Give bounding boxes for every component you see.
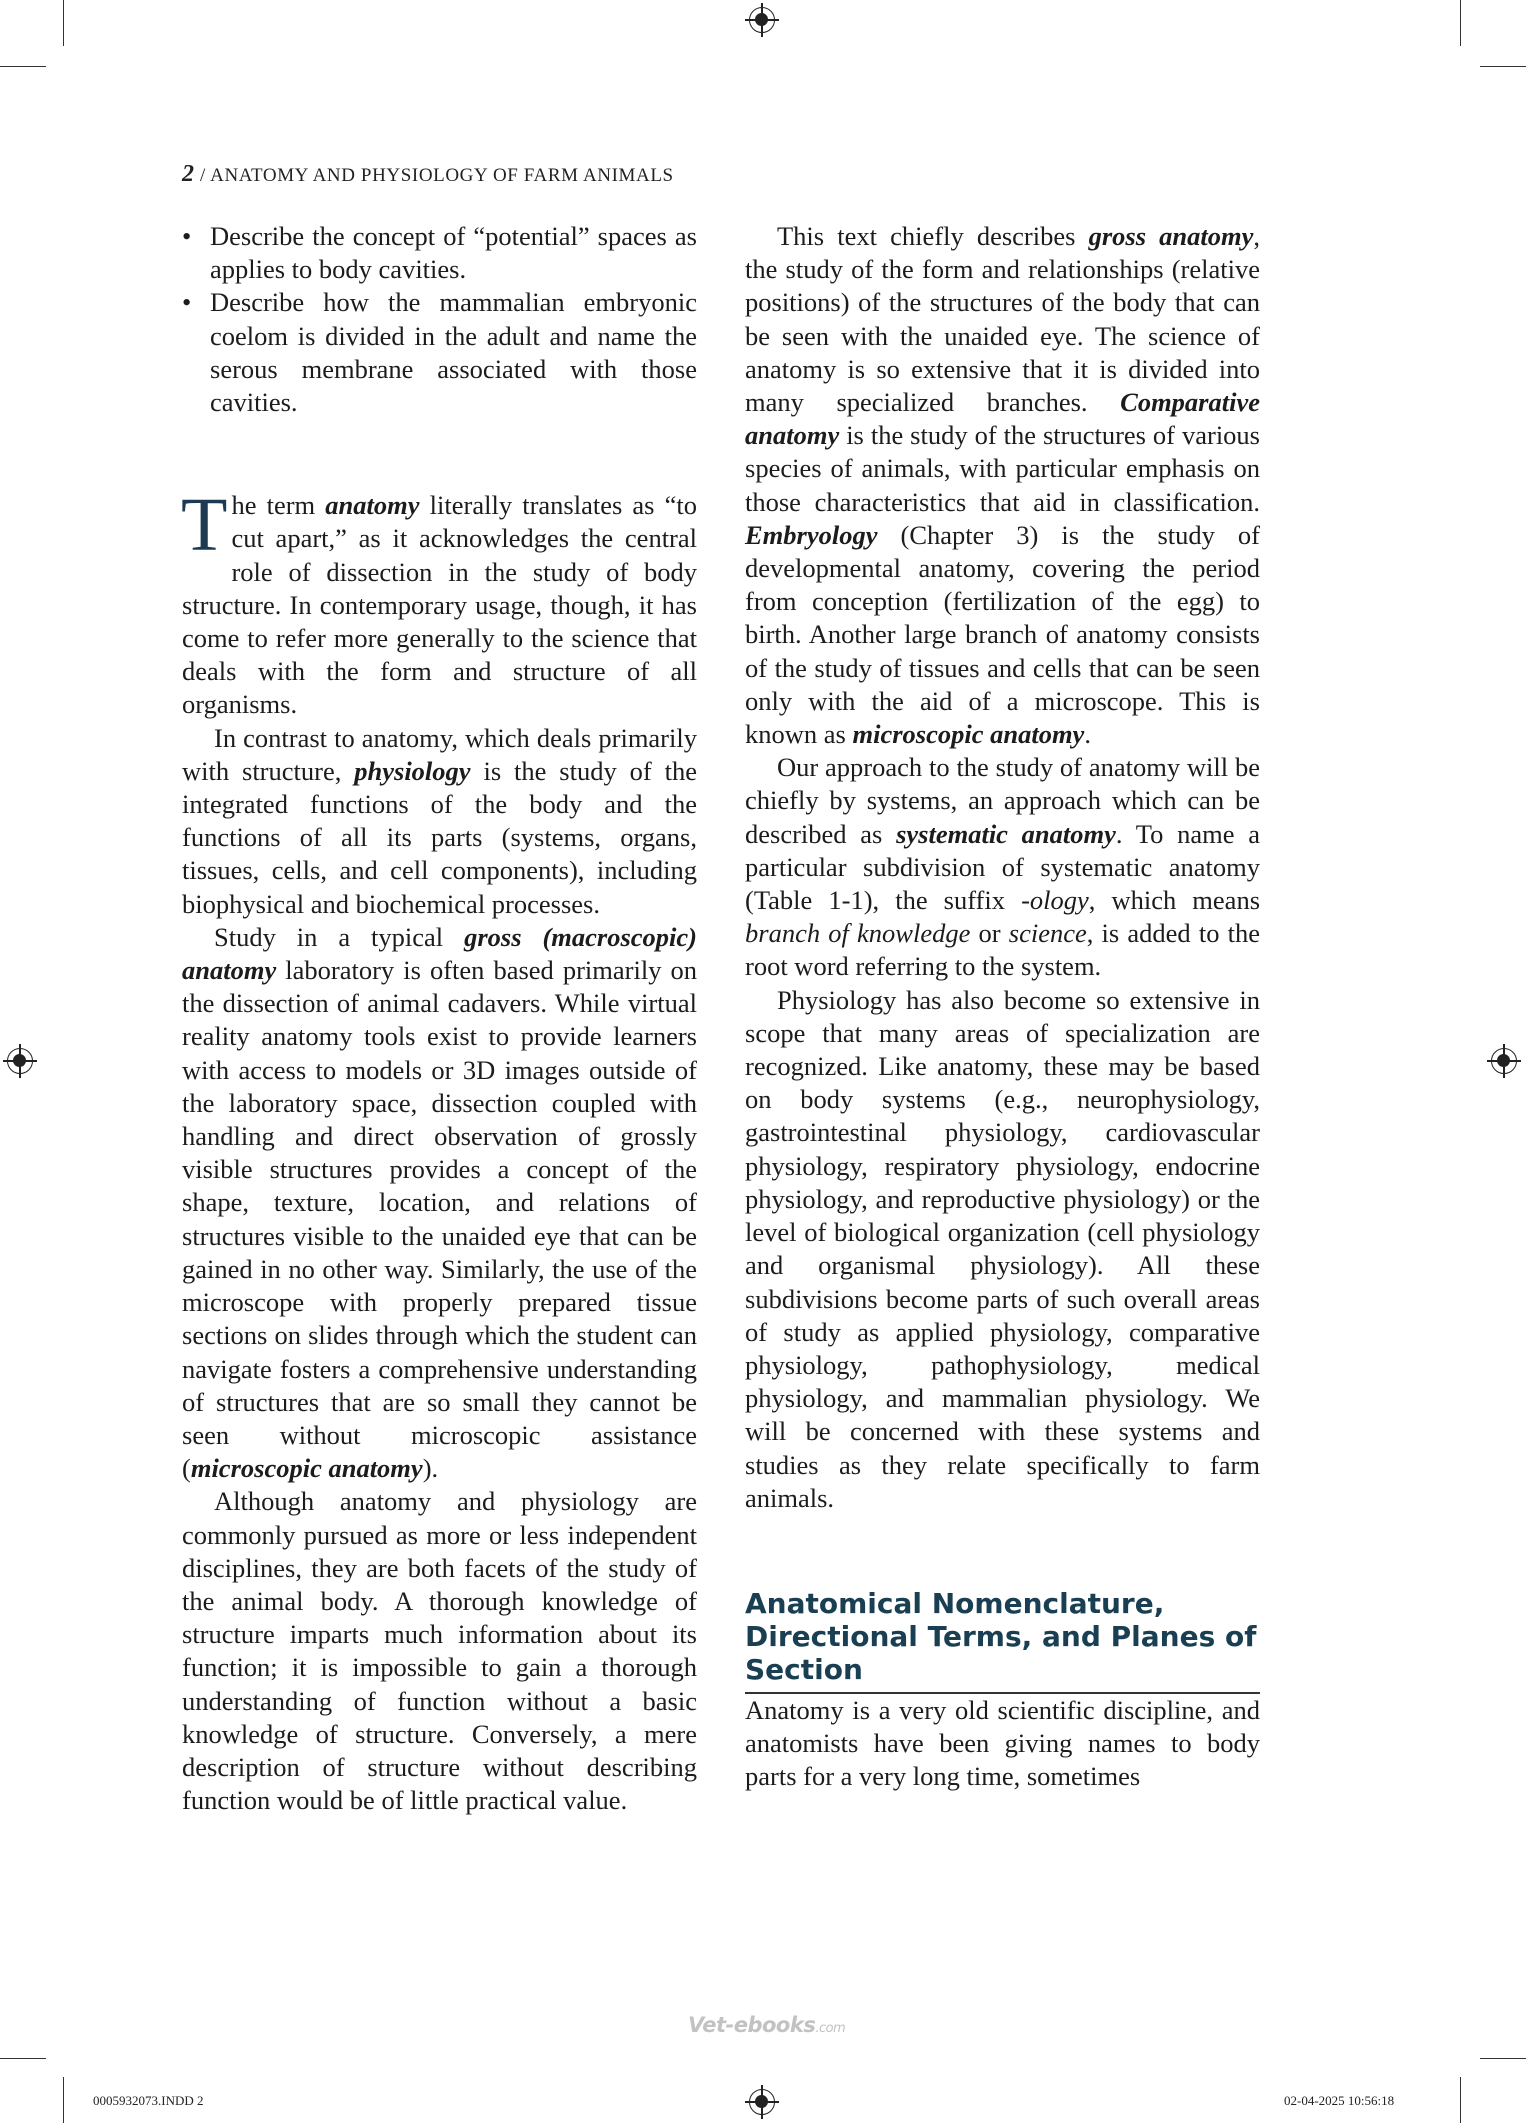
key-term: gross anatomy: [1088, 221, 1254, 251]
registration-mark-icon: [749, 2089, 775, 2115]
page-number: 2: [182, 161, 195, 187]
crop-mark: [63, 0, 64, 46]
italic-term: branch of knowledge: [745, 918, 971, 949]
crop-mark: [1460, 2077, 1461, 2123]
text-run: In contrast to anatomy, which deals primarily with structure,: [182, 722, 697, 786]
paragraph: Physiology has also become so extensive in scope that many areas of specialization are recognized. Like anatomy, these may be based on body systems (e.g., neurophysiology, gastrointestinal physiology, cardiovascular physiology, respiratory physiology, endocrine physiology, and reproductive physiology) or the level of biological organization (cell physiology and organismal physiology). All these subdivisions become parts of such overall areas of study as applied physiology, comparative physiology, pathophysiology, medical physiology, and mammalian physiology. We will be concerned with these systems and studies as they relate specifically to farm animals.: [745, 984, 1260, 1513]
watermark-suffix: .com: [815, 2021, 846, 2036]
text-run: , which means: [1088, 885, 1261, 916]
text-run: Study in a typical: [214, 921, 465, 952]
text-run: (Chapter 3) is the study of developmental anatomy, covering the period from conception (fertilization of the egg) to birth. Another large branch of anatomy consists of the study of tissues and cells that can be seen only with the aid of a microscope. This is known as: [745, 519, 1260, 750]
watermark-logo: [688, 2013, 845, 2037]
paragraph: [181, 483, 698, 721]
text-run: he term: [231, 490, 326, 521]
paragraph: [745, 751, 1260, 983]
text-run: or: [970, 918, 1009, 949]
crop-mark: [1480, 66, 1526, 67]
registration-mark-icon: [7, 1048, 33, 1074]
crop-mark: [1480, 2058, 1526, 2059]
key-term: Comparative anatomy: [745, 387, 1260, 451]
crop-mark: [0, 66, 46, 67]
objective-item: • Describe how the mammalian embryonic coelom is divided in the adult and name the serous membrane associated with those cavities.: [182, 286, 697, 419]
key-term: physiology: [354, 755, 471, 786]
crop-mark: [63, 2077, 64, 2123]
left-column: [182, 220, 697, 1817]
key-term: anatomy: [182, 955, 277, 986]
slug-timestamp: 02-04-2025 10:56:18: [1284, 2093, 1395, 2108]
paragraph: [745, 220, 1260, 751]
text-run: is the study of the structures of various species of animals, with particular emphasis on those characteristics that aid in classification.: [745, 420, 1260, 517]
objective-item: • Describe the concept of “potential” spaces as applies to body cavities.: [182, 220, 697, 286]
crop-mark: [1460, 0, 1461, 46]
running-title: / ANATOMY AND PHYSIOLOGY OF FARM ANIMALS: [199, 165, 674, 186]
text-run: Our approach to the study of anatomy will be chiefly by systems, an approach which can be described as: [745, 752, 1260, 849]
key-term: systematic anatomy: [896, 818, 1116, 849]
key-term: (: [521, 921, 552, 952]
key-term: ): [688, 921, 697, 952]
paragraph: [182, 921, 697, 1485]
text-run: . To name a particular subdivision of systematic anatomy (Table 1-1), the suffix: [745, 818, 1260, 916]
text-run: This text chiefly describes: [777, 221, 1089, 251]
paragraph: Anatomy is a very old scientific discipline, and anatomists have been giving names to body parts for a very long time, sometimes: [745, 1694, 1260, 1792]
paragraph: [182, 722, 697, 921]
watermark-text: Vet-ebooks: [688, 2013, 816, 2037]
crop-mark: [0, 2058, 46, 2059]
paragraph: Although anatomy and physiology are commonly pursued as more or less independent disciplines, they are both facets of the study of the animal body. A thorough knowledge of structure imparts much information about its function; it is impossible to gain a thorough understanding of function without a basic knowledge of structure. Conversely, a mere description of structure without describing function would be of little practical value.: [182, 1486, 697, 1816]
right-column: [745, 220, 1260, 1794]
text-run: .: [1084, 719, 1091, 750]
key-term: gross: [464, 921, 522, 952]
text-run: laboratory is often based primarily on the dissection of animal cadavers. While virtual reality anatomy tools exist to provide learners with access to models or 3D images outside of the laboratory space, dissection coupled with handling and direct observation of grossly visible structures provides a concept of the shape, texture, location, and relations of structures visible to the unaided eye that can be gained in no other way. Similarly, the use of the microscope with properly prepared tissue sections on slides through which the student can navigate fosters a comprehensive understanding of structures that are so small they cannot be seen without microscopic assistance (: [182, 955, 697, 1484]
italic-term: science: [1008, 918, 1087, 949]
registration-mark-icon: [749, 7, 775, 33]
text-run: literally translates as “to cut apart,” as it acknowledges the central role of dissection in the study of body structure. In contemporary usage, though, it has come to refer more generally to the science that deals with the form and structure of all organisms.: [182, 490, 698, 720]
italic-term: -ology: [1021, 885, 1089, 916]
text-run: , the study of the form and relationships (relative positions) of the structures of the body that can be seen with the unaided eye. The science of anatomy is so extensive that it is divided into many specialized branches.: [745, 221, 1260, 418]
slug-file-info: 0005932073.INDD 2: [93, 2093, 204, 2108]
text-run: , is added to the root word referring to the system.: [745, 918, 1261, 982]
objectives-list: [182, 220, 697, 419]
key-term: microscopic anatomy: [852, 719, 1085, 750]
registration-mark-icon: [1491, 1048, 1517, 1074]
text-run: is the study of the integrated functions of the body and the functions of all its parts (systems, organs, tissues, cells, and cell components), including biophysical and biochemical processes.: [182, 755, 697, 919]
drop-cap: T: [181, 483, 228, 568]
running-head: [182, 161, 674, 188]
text-run: ).: [422, 1453, 439, 1484]
key-term: Embryology: [745, 519, 878, 550]
key-term: microscopic anatomy: [190, 1453, 423, 1484]
key-term: anatomy: [325, 490, 420, 521]
section-heading: Anatomical Nomenclature, Directional Terms, and Planes of Section: [745, 1587, 1260, 1694]
key-term: macroscopic: [551, 921, 689, 952]
